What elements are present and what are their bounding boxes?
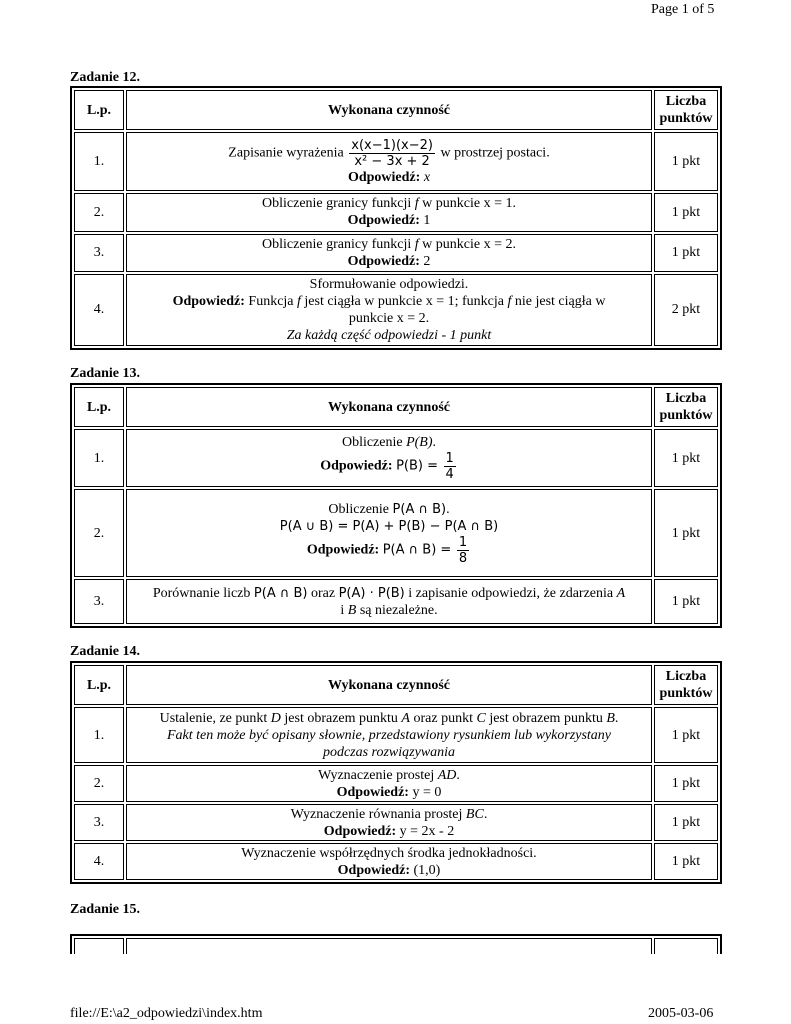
row-number: 2. bbox=[74, 193, 124, 231]
col-lp: L.p. bbox=[74, 387, 124, 427]
row-number: 1. bbox=[74, 132, 124, 191]
row-number: 1. bbox=[74, 429, 124, 487]
col-action: Wykonana czynność bbox=[126, 387, 652, 427]
row-number: 3. bbox=[74, 234, 124, 272]
row-points: 2 pkt bbox=[654, 274, 718, 346]
table-row bbox=[74, 843, 718, 880]
col-lp: L.p. bbox=[74, 90, 124, 130]
row-action: Obliczenie P(A ∩ B). P(A ∪ B) = P(A) + P(B) − P(A ∩ B) Odpowiedź: P(A ∩ B) = $\frac{1}{8}$ bbox=[126, 489, 652, 577]
footer-path: file://E:\a2_odpowiedzi\index.htm bbox=[70, 1006, 263, 1021]
task-14-table bbox=[70, 661, 722, 884]
row-action: Obliczenie granicy funkcji f w punkcie x = 2. Odpowiedź: 2 bbox=[126, 234, 652, 272]
table-row bbox=[74, 429, 718, 487]
row-number: 2. bbox=[74, 489, 124, 577]
col-action: Wykonana czynność bbox=[126, 665, 652, 705]
fraction-expression: $\frac{x(x-1)(x-2)}{\text{x² − 3x + 2}}$ bbox=[351, 137, 433, 169]
row-action: Porównanie liczb P(A ∩ B) oraz P(A) · P(B) i zapisanie odpowiedzi, że zdarzenia A i B są niezależne. bbox=[126, 579, 652, 624]
row-points: 1 pkt bbox=[654, 193, 718, 231]
row-points: 1 pkt bbox=[654, 843, 718, 880]
table-row bbox=[74, 193, 718, 231]
row-action: Wyznaczenie współrzędnych środka jednokładności. Odpowiedź: (1,0) bbox=[126, 843, 652, 880]
row-action: Wyznaczenie równania prostej BC. Odpowiedź: y = 2x - 2 bbox=[126, 804, 652, 841]
table-row bbox=[74, 765, 718, 802]
table-row bbox=[74, 234, 718, 272]
task-15-title: Zadanie 15. bbox=[70, 902, 141, 917]
task-14-title: Zadanie 14. bbox=[70, 644, 141, 659]
task-12-title: Zadanie 12. bbox=[70, 70, 141, 85]
task-15-table-top bbox=[70, 934, 722, 954]
table-row bbox=[74, 579, 718, 624]
task-12-table bbox=[70, 86, 722, 350]
footer-date: 2005-03-06 bbox=[648, 1006, 714, 1021]
col-points: Liczba punktów bbox=[654, 387, 718, 427]
col-lp: L.p. bbox=[74, 665, 124, 705]
row-number: 3. bbox=[74, 804, 124, 841]
row-action: Ustalenie, ze punkt D jest obrazem punktu A oraz punkt C jest obrazem punktu B. Fakt ten może być opisany słownie, przedstawiony rysunkiem lub wykorzystany podczas rozwiązywania bbox=[126, 707, 652, 763]
row-points: 1 pkt bbox=[654, 234, 718, 272]
table-row bbox=[74, 707, 718, 763]
table-header-row bbox=[74, 665, 718, 705]
row-action: Wyznaczenie prostej AD. Odpowiedź: y = 0 bbox=[126, 765, 652, 802]
row-number: 1. bbox=[74, 707, 124, 763]
row-points: 1 pkt bbox=[654, 132, 718, 191]
table-row bbox=[74, 804, 718, 841]
fraction-expression: $\frac{1}{4}$ bbox=[445, 451, 454, 482]
task-13-title: Zadanie 13. bbox=[70, 366, 141, 381]
table-row bbox=[74, 132, 718, 191]
row-action: Obliczenie granicy funkcji f w punkcie x = 1. Odpowiedź: 1 bbox=[126, 193, 652, 231]
row-number: 4. bbox=[74, 274, 124, 346]
row-points: 1 pkt bbox=[654, 804, 718, 841]
row-points: 1 pkt bbox=[654, 489, 718, 577]
row-number: 4. bbox=[74, 843, 124, 880]
fraction-expression: $\frac{1}{8}$ bbox=[458, 534, 468, 566]
row-action: Sformułowanie odpowiedzi. Odpowiedź: Funkcja f jest ciągła w punkcie x = 1; funkcja f nie jest ciągła w punkcie x = 2. Za każdą część odpowiedzi - 1 punkt bbox=[126, 274, 652, 346]
row-points: 1 pkt bbox=[654, 579, 718, 624]
row-action: Obliczenie P(B). Odpowiedź: P(B) = $\frac{1}{4}$ bbox=[126, 429, 652, 487]
col-points: Liczba punktów bbox=[654, 665, 718, 705]
table-header-row bbox=[74, 387, 718, 427]
table-row bbox=[74, 274, 718, 346]
page-number: Page 1 of 5 bbox=[651, 2, 715, 17]
row-points: 1 pkt bbox=[654, 707, 718, 763]
col-action: Wykonana czynność bbox=[126, 90, 652, 130]
row-points: 1 pkt bbox=[654, 765, 718, 802]
table-row bbox=[74, 489, 718, 577]
col-points: Liczba punktów bbox=[654, 90, 718, 130]
task-13-table bbox=[70, 383, 722, 628]
row-points: 1 pkt bbox=[654, 429, 718, 487]
row-action: Zapisanie wyrażenia $\frac{x(x-1)(x-2)}{\text{x² − 3x + 2}}$ w prostrzej postaci. Odpowiedź: x bbox=[126, 132, 652, 191]
table-header-row bbox=[74, 90, 718, 130]
row-number: 3. bbox=[74, 579, 124, 624]
row-number: 2. bbox=[74, 765, 124, 802]
